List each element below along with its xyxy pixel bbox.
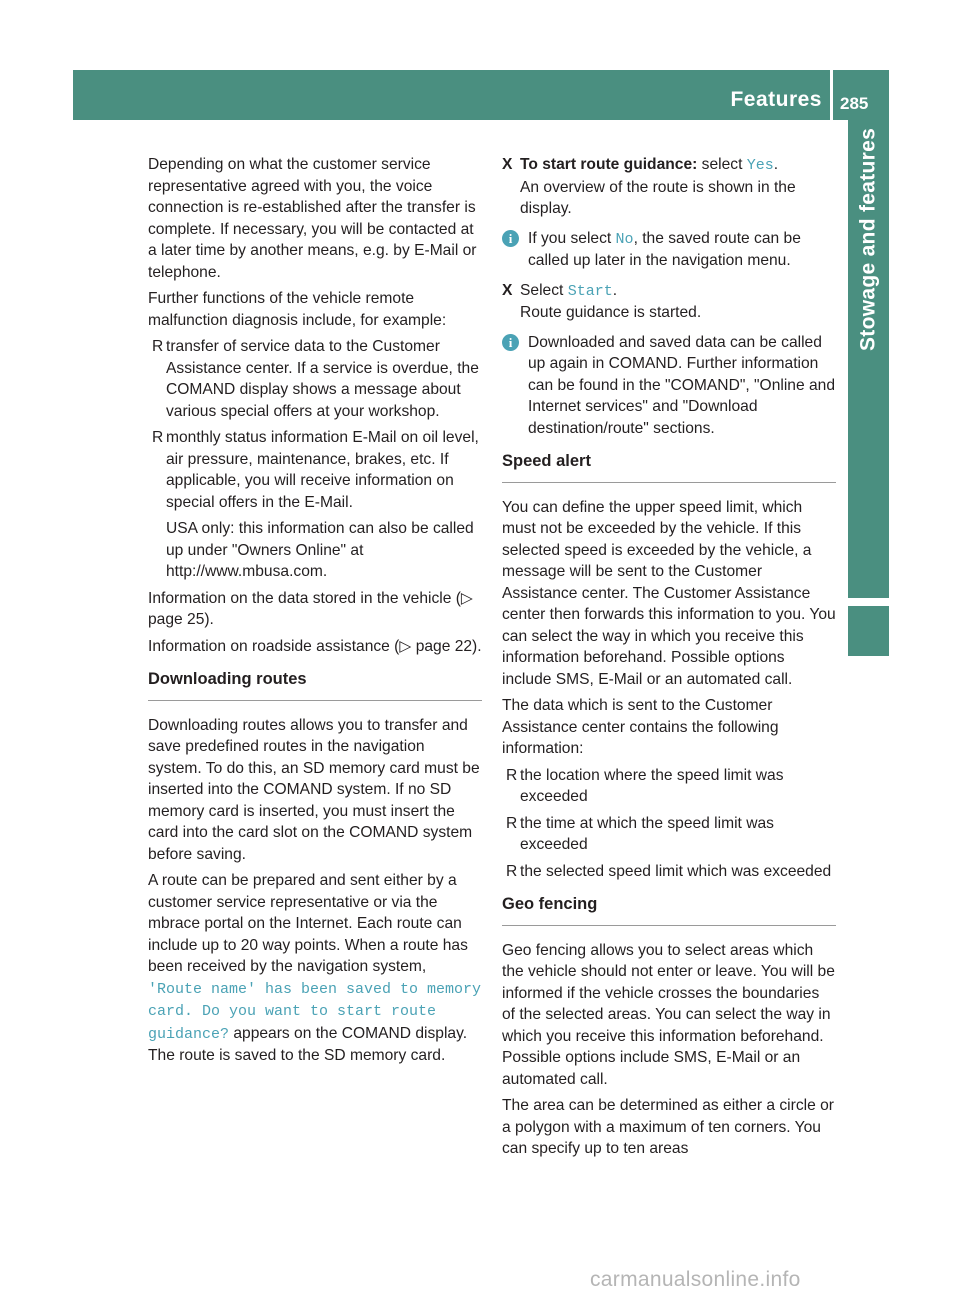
menu-option-yes: Yes [746,157,774,174]
paragraph: You can define the upper speed limit, which must not be exceeded by the vehicle. If this selected speed is exceeded by the vehicle, a message will be sent to the Customer Assistance center. The Customer Assistance center then forwards this information to you. You can select the way in which you receive this information beforehand. Possible options include SMS, E-Mail or an automated call. [502,498,836,688]
menu-option-no: No [615,230,634,248]
section-title: Features [730,88,822,111]
info-note: i If you select No, the saved route can be called up later in the navigation menu. [502,228,836,272]
side-tab-label: Stowage and features [856,128,880,352]
page-number: 285 [840,94,869,113]
left-column [148,154,482,1072]
heading-downloading-routes: Downloading routes [148,669,482,701]
info-icon: i [502,230,519,247]
paragraph: The area can be determined as either a circle or a polygon with a maximum of ten corners. You can specify up to ten areas [502,1097,834,1157]
list-item: R transfer of service data to the Customer Assistance center. If a service is overdue, the COMAND display shows a message about various special offers at your workshop. [148,336,482,422]
menu-option-start: Start [567,282,613,300]
paragraph: Further functions of the vehicle remote malfunction diagnosis include, for example: [148,290,447,329]
step-select-start: X Select Start. Route guidance is started. [502,280,836,324]
step-arrow-icon: X [502,156,513,173]
page-reference: Information on roadside assistance (▷ page 22). [148,637,482,655]
paragraph: USA only: this information can also be called up under "Owners Online" at http://www.mbusa.com. [166,520,474,580]
step-start-guidance: X To start route guidance: select Yes. An overview of the route is shown in the display. [502,154,836,220]
info-note: i Downloaded and saved data can be called up again in COMAND. Further information can be found in the "COMAND", "Online and Internet services" and "Download destination/route" sections. [502,332,836,440]
bullet-icon: R [152,429,164,446]
list-item: R the time at which the speed limit was exceeded [502,813,836,856]
bullet-icon: R [506,766,518,784]
side-marker [848,606,889,656]
info-icon: i [502,334,519,351]
step-arrow-icon: X [502,281,513,299]
paragraph: Geo fencing allows you to select areas which the vehicle should not enter or leave. You will be informed if the vehicle crosses the boundaries of the selected areas. You can select the way in which you receive this information beforehand. Possible options include SMS, E-Mail or an automated call. [502,941,835,1088]
display-message: 'Route name' has been saved to memory card. Do you want to start route guidance? [148,980,482,1043]
heading-geo-fencing: Geo fencing [502,894,836,926]
list-item: R the selected speed limit which was exceeded [502,861,836,883]
list-item: R monthly status information E-Mail on oil level, air pressure, maintenance, brakes, etc. If applicable, you will receive information on special offers in the E-Mail. [148,427,482,513]
list-item: R the location where the speed limit was exceeded [502,765,836,808]
bullet-icon: R [506,814,518,832]
header-separator [830,70,833,120]
heading-speed-alert: Speed alert [502,451,836,483]
right-column [502,154,836,1165]
page-reference: Information on the data stored in the vehicle (▷ page 25). [148,589,473,628]
paragraph: A route can be prepared and sent either by a customer service representative or via the mbrace portal on the Internet. Each route can include up to 20 way points. When a route has been received by the navigation system, 'Route name' has been saved to memory card. Do you want to start route guidance? appears on the COMAND display. The route is saved to the SD memory card. [148,872,482,1064]
watermark: carmanualsonline.info [590,1268,801,1291]
bullet-icon: R [506,862,518,880]
paragraph: Depending on what the customer service representative agreed with you, the voice connection is re-established after the transfer is complete. If necessary, you will be contacted at a later time by another means, e.g. by E-Mail or telephone. [148,156,477,281]
paragraph: Downloading routes allows you to transfer and save predefined routes in the navigation system. To do this, an SD memory card must be inserted into the COMAND system. If no SD memory card is inserted, you must insert the card into the card slot on the COMAND system before saving. [148,716,480,863]
bullet-icon: R [152,338,164,355]
paragraph: The data which is sent to the Customer Assistance center contains the following information: [502,697,779,757]
